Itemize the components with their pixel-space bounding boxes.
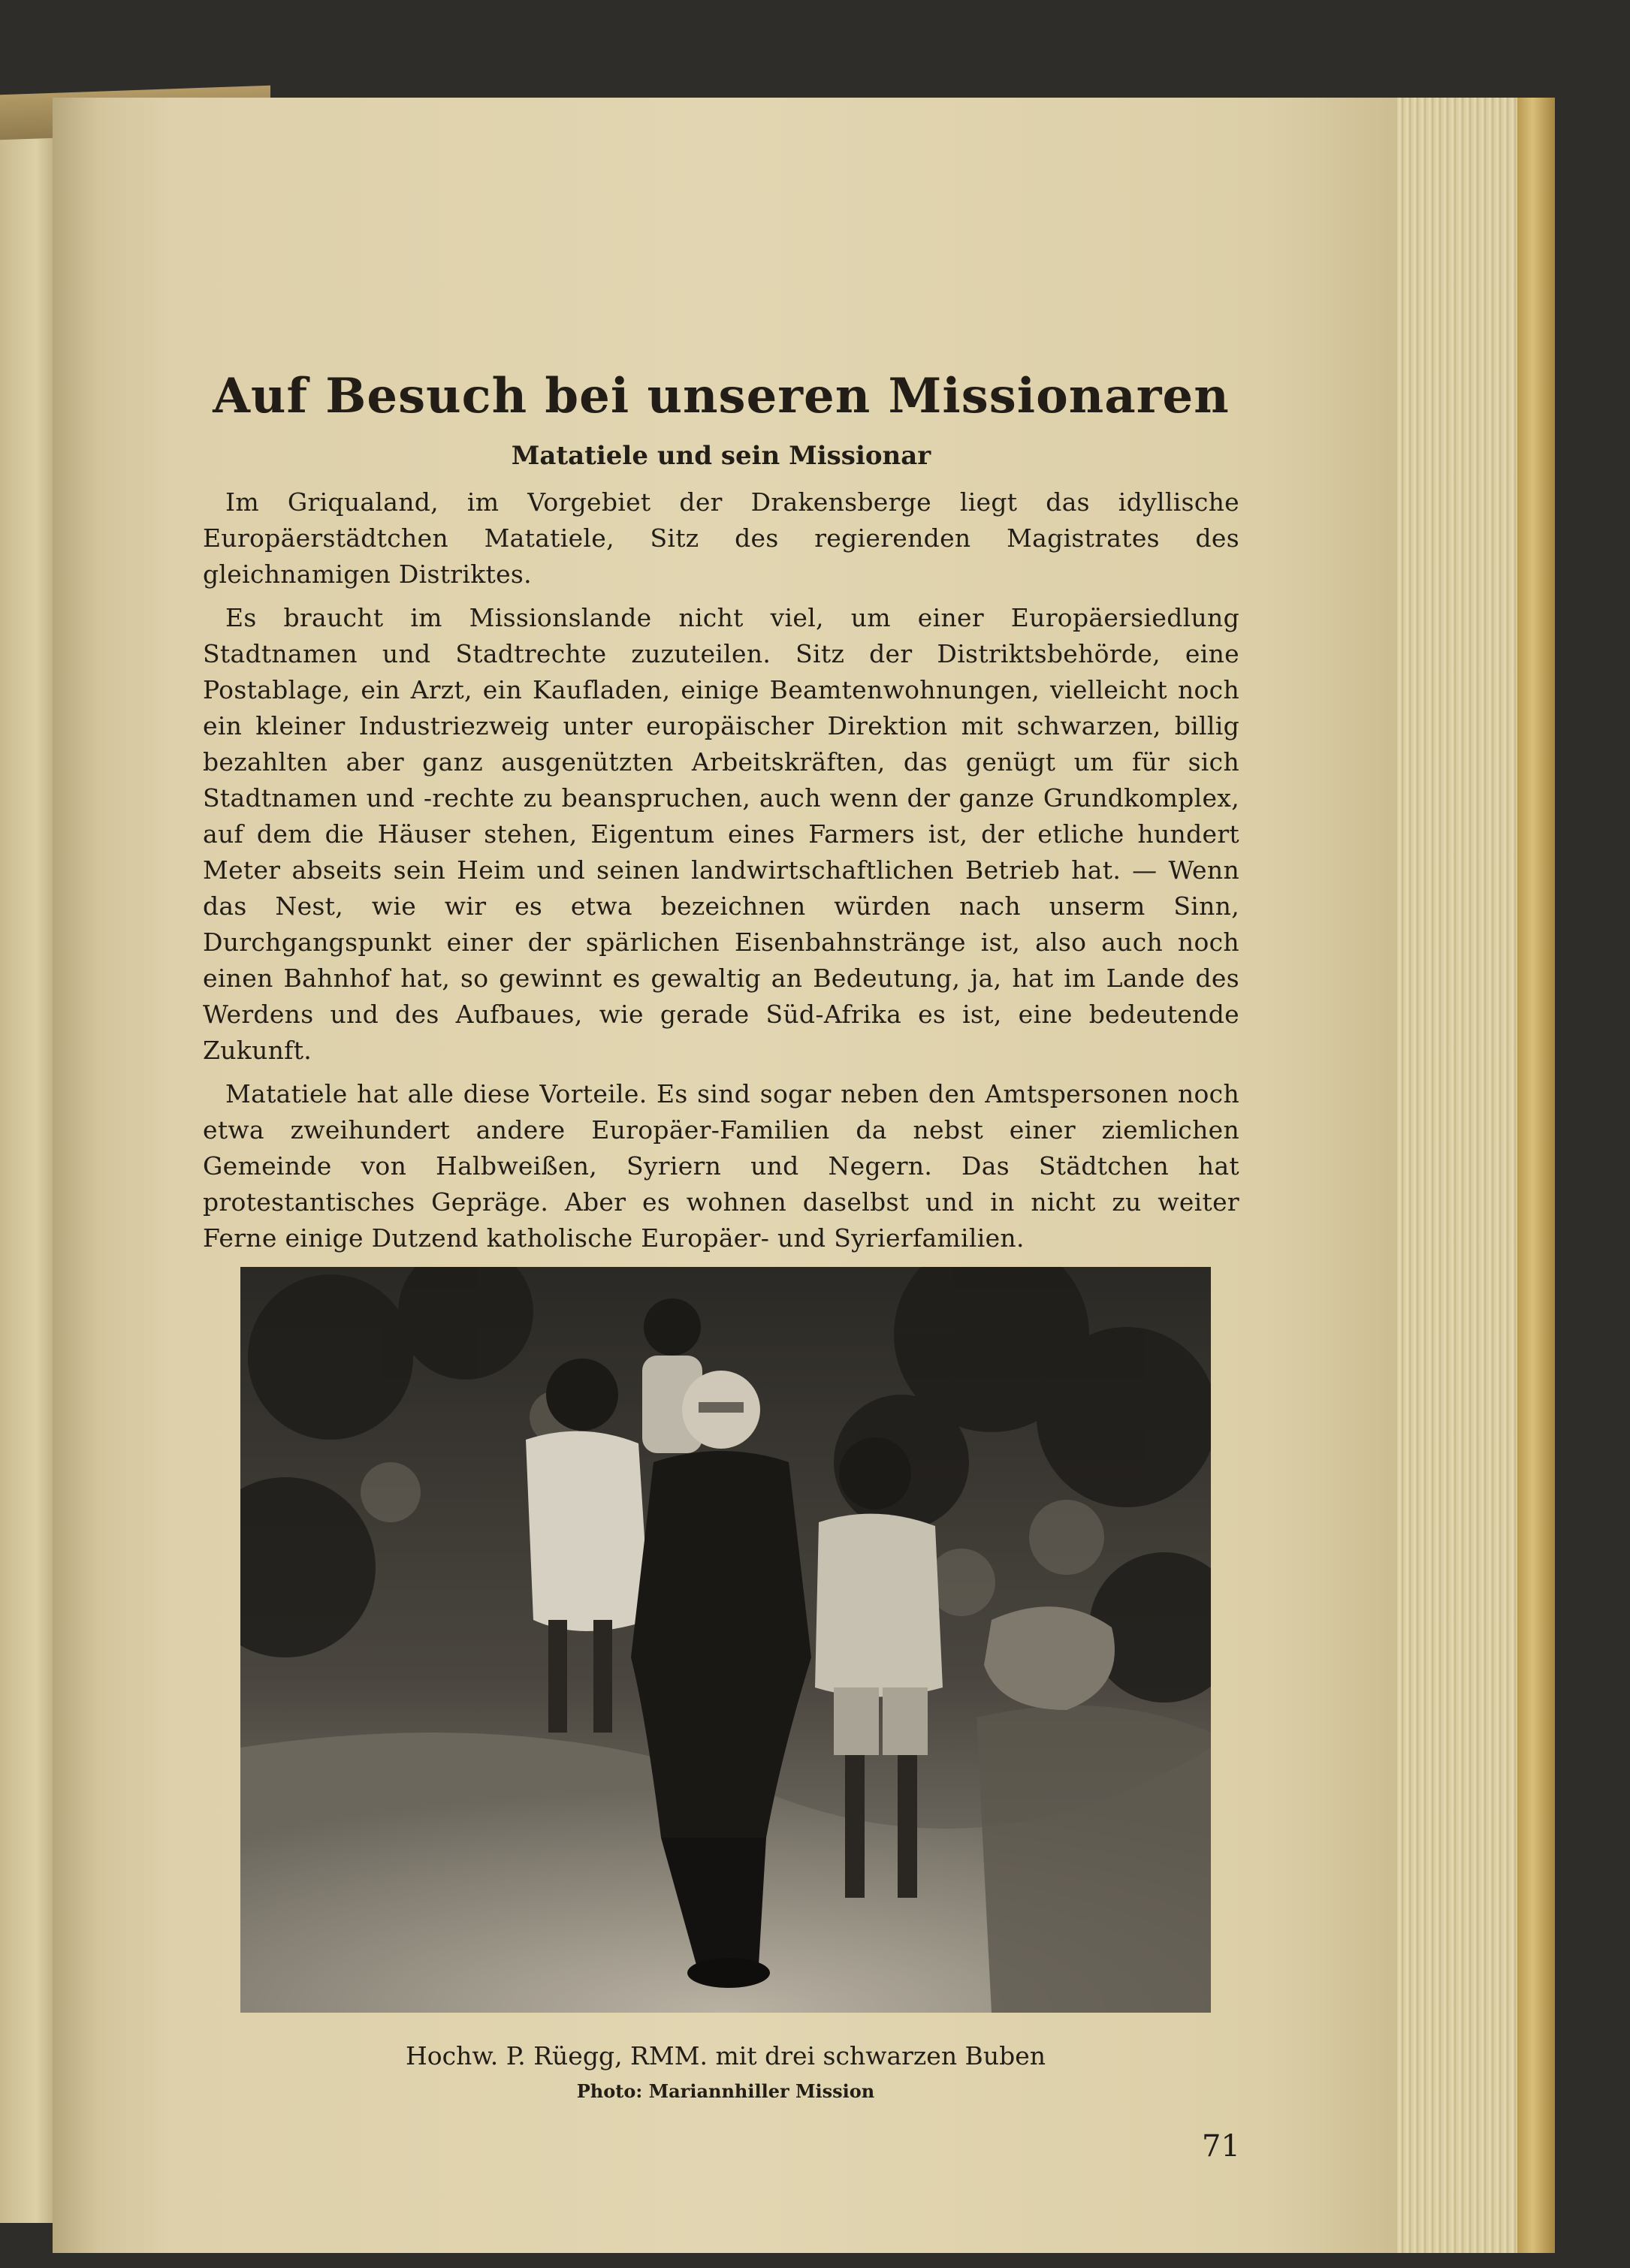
page-number: 71 [1202,2129,1240,2164]
article-title: Auf Besuch bei unseren Missionaren [213,368,1230,424]
book-cover-edge [1517,98,1555,2253]
paragraph-2: Es braucht im Missionslande nicht viel, um einer Europäersiedlung Stadtnamen und Stadtrechte zuzuteilen. Sitz der Distriktsbehörde, eine Postablage, ein Arzt, ein Kaufladen, einige Beamtenwohnungen, vielleicht noch ein kleiner Industriezweig unter europäischer Direktion mit schwarzen, billig bezahlten aber ganz ausgenützten Arbeitskräften, das genügt um für sich Stadtnamen und -rechte zu beanspruchen, auch wenn der ganze Grundkomplex, auf dem die Häuser stehen, Eigentum eines Farmers ist, der etliche hundert Meter abseits sein Heim und seinen landwirtschaftlichen Betrieb hat. — Wenn das Nest, wie wir es etwa bezeichnen würden nach unserm Sinn, Durchgangspunkt einer der spärlichen Eisenbahnstränge ist, also auch noch einen Bahnhof hat, so gewinnt es gewaltig an Bedeutung, ja, hat im Lande des Werdens und des Aufbaues, wie gerade Süd-Afrika es ist, eine bedeutende Zukunft. [203,603,1239,1065]
paragraph-3: Matatiele hat alle diese Vorteile. Es sind sogar neben den Amtspersonen noch etwa zweihundert andere Europäer-Familien da nebst einer ziemlichen Gemeinde von Halbweißen, Syriern und Negern. Das Städtchen hat protestantisches Gepräge. Aber es wohnen daselbst und in nicht zu weiter Ferne einige Dutzend katholische Europäer- und Syrierfamilien. [203,1079,1239,1253]
paragraph-1: Im Griqualand, im Vorgebiet der Drakensberge liegt das idyllische Europäerstädtchen Matatiele, Sitz des regierenden Magistrates des gleichnamigen Distriktes. [203,487,1239,589]
photo-caption: Hochw. P. Rüegg, RMM. mit drei schwarzen Buben [406,2041,1046,2070]
photograph-missionary-with-boys [240,1267,1211,2013]
article-body [203,270,1239,1264]
article-subtitle: Matatiele und sein Missionar [511,441,931,471]
right-page [53,98,1397,2253]
photo-credit: Photo: Mariannhiller Mission [576,2080,875,2102]
left-page-edge [0,120,60,2223]
